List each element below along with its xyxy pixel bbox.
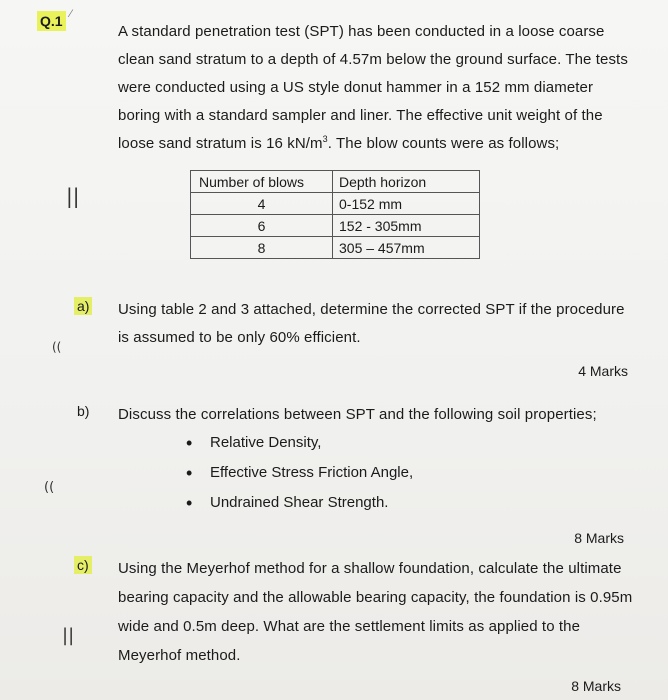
intro-line-last xyxy=(118,130,638,158)
handwritten-mark: (( xyxy=(52,340,62,354)
handwritten-mark: || xyxy=(62,625,75,646)
part-b-text xyxy=(118,401,638,429)
header-depth-horizon: Depth horizon xyxy=(333,171,480,193)
part-b-marks: 8 Marks xyxy=(574,530,624,546)
part-c-line: Using the Meyerhof method for a shallow foundation, calculate the ultimate xyxy=(118,560,622,577)
intro-line: A standard penetration test (SPT) has been conducted in a loose coarse xyxy=(118,23,605,40)
intro-last-tail: . The blow counts were as follows; xyxy=(327,135,560,152)
blows-cell: 4 xyxy=(191,193,333,215)
part-c-label: c) xyxy=(74,556,92,574)
blow-count-table xyxy=(190,170,480,259)
part-c-line: Meyerhof method. xyxy=(118,647,241,664)
intro-line: clean sand stratum to a depth of 4.57m below the ground surface. The tests xyxy=(118,51,628,68)
depth-cell: 152 - 305mm xyxy=(333,215,480,237)
part-c-line: bearing capacity and the allowable bearing capacity, the foundation is 0.95m xyxy=(118,589,633,606)
part-a-label: a) xyxy=(74,297,92,315)
handwritten-mark: || xyxy=(66,184,80,208)
header-number-of-blows: Number of blows xyxy=(191,171,333,193)
unit-superscript: 3 xyxy=(322,134,328,144)
handwritten-mark: (( xyxy=(44,480,55,495)
part-a-text xyxy=(118,296,638,352)
list-item: • Relative Density, xyxy=(186,428,413,458)
part-c-marks: 8 Marks xyxy=(571,678,621,694)
intro-last-text: loose sand stratum is 16 kN/m xyxy=(118,135,323,152)
table-header-row xyxy=(191,171,480,193)
soil-properties-list xyxy=(186,428,413,518)
pen-tick-mark: ⁄ xyxy=(70,8,72,20)
blows-cell: 8 xyxy=(191,237,333,259)
table-row xyxy=(191,215,480,237)
part-c-line: wide and 0.5m deep. What are the settlement limits as applied to the xyxy=(118,618,581,635)
part-b-line: Discuss the correlations between SPT and the following soil properties; xyxy=(118,406,597,423)
list-item: • Undrained Shear Strength. xyxy=(186,488,413,518)
part-c-text xyxy=(118,554,643,670)
intro-line: were conducted using a US style donut hammer in a 152 mm diameter xyxy=(118,79,594,96)
part-a-line: is assumed to be only 60% efficient. xyxy=(118,329,361,346)
blows-cell: 6 xyxy=(191,215,333,237)
table-row xyxy=(191,193,480,215)
question-label: Q.1 xyxy=(37,11,66,31)
part-a-line: Using table 2 and 3 attached, determine the corrected SPT if the procedure xyxy=(118,301,625,318)
part-b-label: b) xyxy=(77,403,90,419)
list-item: • Effective Stress Friction Angle, xyxy=(186,458,413,488)
depth-cell: 0-152 mm xyxy=(333,193,480,215)
depth-cell: 305 – 457mm xyxy=(333,237,480,259)
question-intro xyxy=(118,18,638,158)
part-a-marks: 4 Marks xyxy=(578,363,628,379)
intro-line: boring with a standard sampler and liner. The effective unit weight of the xyxy=(118,107,603,124)
table-row xyxy=(191,237,480,259)
